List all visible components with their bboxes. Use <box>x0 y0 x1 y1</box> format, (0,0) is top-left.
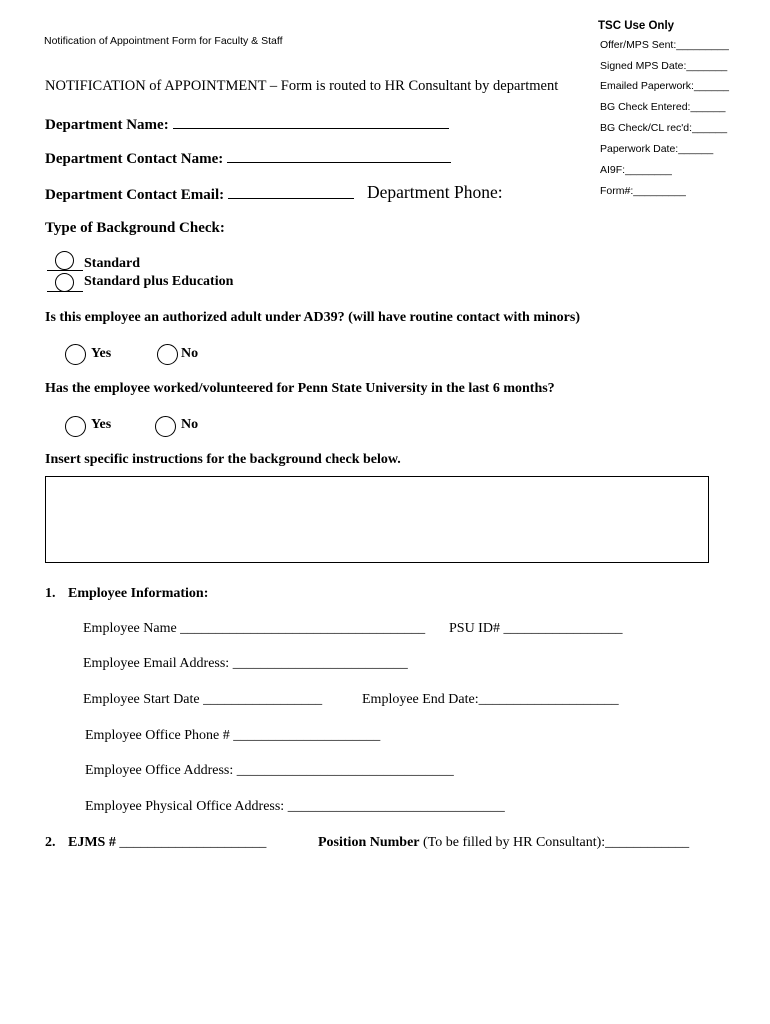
psu-id-field[interactable]: PSU ID# _________________ <box>449 621 623 636</box>
prior-work-question: Has the employee worked/volunteered for Penn State University in the last 6 months? <box>45 381 555 396</box>
ejms-blank[interactable]: _____________________ <box>119 835 267 850</box>
ad39-yes-radio[interactable] <box>65 344 86 365</box>
department-contact-name-field <box>45 148 451 168</box>
tsc-paperwork-date[interactable]: Paperwork Date:______ <box>600 143 714 155</box>
standard-plus-education-option-label: Standard plus Education <box>84 274 234 289</box>
prior-work-no-radio[interactable] <box>155 416 176 437</box>
tsc-emailed-paperwork[interactable]: Emailed Paperwork:______ <box>600 80 729 92</box>
employee-section-number: 1. <box>45 586 56 601</box>
tsc-ai9f[interactable]: AI9F:________ <box>600 164 672 176</box>
department-contact-email-field <box>45 184 354 204</box>
routing-note: NOTIFICATION of APPOINTMENT – Form is routed to HR Consultant by department <box>45 78 559 94</box>
department-name-field <box>45 114 449 134</box>
department-name-label: Department Name: <box>45 117 169 133</box>
position-number-note[interactable]: (To be filled by HR Consultant):____________ <box>419 835 690 850</box>
tsc-bg-check-entered[interactable]: BG Check Entered:______ <box>600 101 726 113</box>
employee-physical-office-address-field[interactable]: Employee Physical Office Address: _______________________________ <box>85 799 505 814</box>
prior-work-no-label: No <box>181 417 199 432</box>
form-title: Notification of Appointment Form for Faculty & Staff <box>44 35 283 47</box>
department-contact-email-label: Department Contact Email: <box>45 187 225 203</box>
employee-name-field[interactable]: Employee Name ___________________________________ <box>83 621 426 636</box>
tsc-title: TSC Use Only <box>598 20 675 32</box>
department-phone-label: Department Phone: <box>367 182 503 202</box>
standard-option-label: Standard <box>84 256 141 271</box>
ad39-question: Is this employee an authorized adult under AD39? (will have routine contact with minors) <box>45 310 580 325</box>
prior-work-yes-radio[interactable] <box>65 416 86 437</box>
ejms-field[interactable] <box>68 835 266 851</box>
tsc-bg-check-cl-received[interactable]: BG Check/CL rec'd:______ <box>600 122 728 134</box>
prior-work-yes-label: Yes <box>91 417 112 432</box>
standard-radio[interactable] <box>55 251 74 270</box>
tsc-form-number[interactable]: Form#:_________ <box>600 185 686 197</box>
standard-plus-education-radio[interactable] <box>55 273 74 292</box>
department-name-input[interactable] <box>173 114 449 129</box>
department-contact-email-input[interactable] <box>228 184 354 199</box>
employee-email-field[interactable]: Employee Email Address: _________________________ <box>83 656 408 671</box>
background-check-heading: Type of Background Check: <box>45 220 225 236</box>
ejms-section-number: 2. <box>45 835 56 850</box>
ejms-label: EJMS # <box>68 835 120 850</box>
tsc-signed-mps-date[interactable]: Signed MPS Date:_______ <box>600 60 728 72</box>
instructions-label: Insert specific instructions for the background check below. <box>45 452 401 467</box>
ad39-no-radio[interactable] <box>157 344 178 365</box>
instructions-textbox[interactable] <box>45 476 709 563</box>
department-contact-name-input[interactable] <box>227 148 451 163</box>
department-contact-name-label: Department Contact Name: <box>45 151 224 167</box>
employee-office-address-field[interactable]: Employee Office Address: _______________________________ <box>85 763 454 778</box>
position-number-label: Position Number <box>318 835 420 850</box>
employee-office-phone-field[interactable]: Employee Office Phone # _____________________ <box>85 728 381 743</box>
ad39-yes-label: Yes <box>91 346 112 361</box>
tsc-offer-mps-sent[interactable]: Offer/MPS Sent:_________ <box>600 39 729 51</box>
employee-end-date-field[interactable]: Employee End Date:____________________ <box>362 692 619 707</box>
employee-start-date-field[interactable]: Employee Start Date _________________ <box>83 692 323 707</box>
employee-section-title: Employee Information: <box>68 586 209 601</box>
position-number-field[interactable] <box>318 835 689 851</box>
standard-underline <box>47 270 83 271</box>
ad39-no-label: No <box>181 346 199 361</box>
